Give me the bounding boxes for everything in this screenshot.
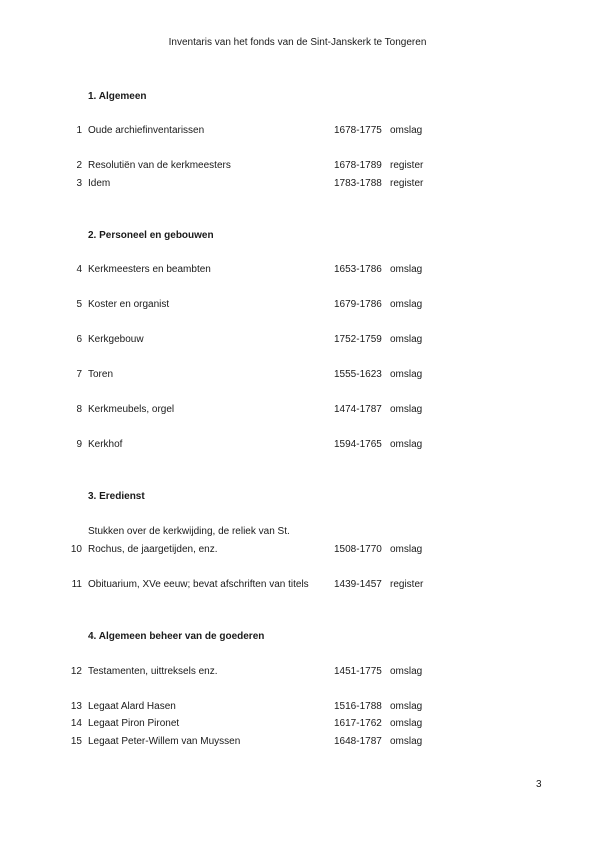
item-number: 14 [70, 718, 82, 729]
section-heading: 2. Personeel en gebouwen [88, 230, 214, 241]
item-title: Obituarium, XVe eeuw; bevat afschriften van titels [88, 579, 309, 590]
inventory-item [0, 333, 595, 347]
inventory-item [0, 159, 595, 173]
item-dates: 1516-1788 [334, 701, 382, 712]
item-number: 2 [76, 160, 82, 171]
item-dates: 1555-1623 [334, 369, 382, 380]
item-type: omslag [390, 369, 423, 380]
item-type: register [390, 178, 424, 189]
item-dates: 1474-1787 [334, 404, 382, 415]
item-type: omslag [390, 718, 423, 729]
item-type: omslag [390, 736, 423, 747]
item-type: omslag [390, 701, 423, 712]
item-type: omslag [390, 299, 423, 310]
item-type: register [390, 160, 424, 171]
item-type: omslag [390, 125, 423, 136]
item-dates: 1678-1775 [334, 125, 382, 136]
item-title: Kerkhof [88, 439, 123, 450]
item-title: Koster en organist [88, 299, 170, 310]
item-type: omslag [390, 439, 423, 450]
inventory-item [0, 543, 595, 557]
section-heading: 3. Eredienst [88, 491, 145, 502]
item-number: 5 [76, 299, 82, 310]
item-number: 10 [70, 544, 82, 555]
item-title-line1: Stukken over de kerkwijding, de reliek van St. [88, 526, 290, 537]
item-dates: 1451-1775 [334, 666, 382, 677]
item-title: Idem [88, 178, 111, 189]
item-type: omslag [390, 404, 423, 415]
item-title: Oude archiefinventarissen [88, 125, 205, 136]
item-title: Toren [88, 369, 114, 380]
inventory-item [0, 578, 595, 592]
section-heading: 1. Algemeen [88, 91, 147, 102]
item-dates: 1653-1786 [334, 264, 382, 275]
inventory-item [0, 124, 595, 138]
inventory-item-continuation [0, 525, 595, 539]
item-number: 3 [76, 178, 82, 189]
item-type: omslag [390, 544, 423, 555]
item-number: 13 [70, 701, 82, 712]
item-title: Kerkgebouw [88, 334, 144, 345]
item-number: 7 [76, 369, 82, 380]
item-number: 15 [70, 736, 82, 747]
item-dates: 1508-1770 [334, 544, 382, 555]
item-dates: 1679-1786 [334, 299, 382, 310]
page-number: 3 [536, 779, 542, 790]
item-dates: 1783-1788 [334, 178, 382, 189]
inventory-item [0, 403, 595, 417]
item-type: register [390, 579, 424, 590]
inventory-item [0, 263, 595, 277]
item-title: Resolutiën van de kerkmeesters [88, 160, 231, 171]
inventory-item [0, 717, 595, 731]
item-title: Testamenten, uittreksels enz. [88, 666, 218, 677]
item-number: 1 [76, 125, 82, 136]
item-title: Legaat Piron Pironet [88, 718, 180, 729]
item-number: 12 [70, 666, 82, 677]
item-type: omslag [390, 334, 423, 345]
item-number: 9 [76, 439, 82, 450]
item-dates: 1648-1787 [334, 736, 382, 747]
item-title: Kerkmeesters en beambten [88, 264, 211, 275]
inventory-item [0, 700, 595, 714]
item-number: 11 [71, 579, 82, 590]
item-dates: 1752-1759 [334, 334, 382, 345]
item-number: 4 [76, 264, 82, 275]
section-heading: 4. Algemeen beheer van de goederen [88, 631, 265, 642]
item-title: Kerkmeubels, orgel [88, 404, 175, 415]
item-type: omslag [390, 264, 423, 275]
item-number: 6 [76, 334, 82, 345]
inventory-item [0, 298, 595, 312]
item-dates: 1439-1457 [334, 579, 382, 590]
inventory-item [0, 438, 595, 452]
item-type: omslag [390, 666, 423, 677]
item-number: 8 [76, 404, 82, 415]
inventory-item [0, 735, 595, 749]
item-dates: 1678-1789 [334, 160, 382, 171]
item-dates: 1617-1762 [334, 718, 382, 729]
item-title: Legaat Peter-Willem van Muyssen [88, 736, 241, 747]
item-title: Rochus, de jaargetijden, enz. [88, 544, 218, 555]
item-title: Legaat Alard Hasen [88, 701, 176, 712]
inventory-item [0, 665, 595, 679]
inventory-item [0, 177, 595, 191]
item-dates: 1594-1765 [334, 439, 382, 450]
page-header: Inventaris van het fonds van de Sint-Janskerk te Tongeren [168, 37, 427, 48]
inventory-item [0, 368, 595, 382]
